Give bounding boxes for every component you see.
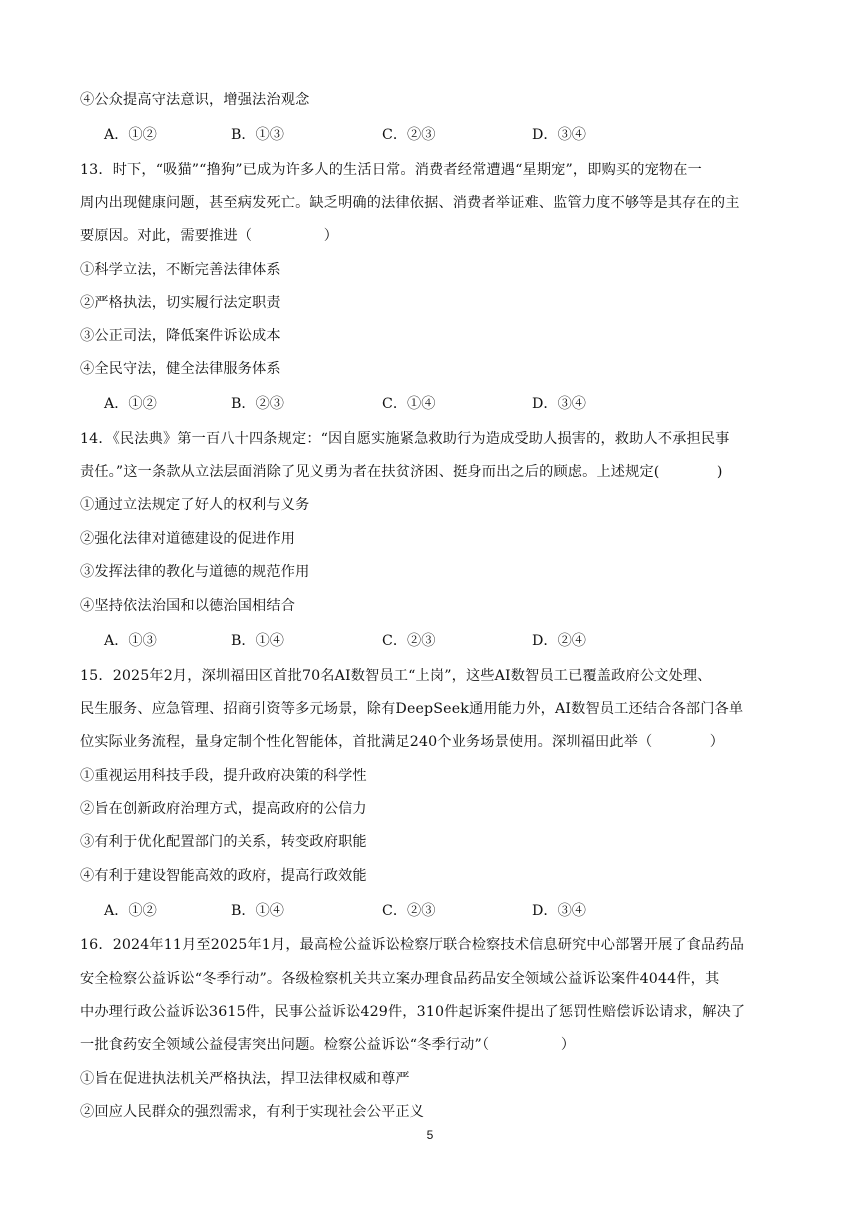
q16-item-1: ①旨在促进执法机关严格执法，捍卫法律权威和尊严 xyxy=(80,1071,410,1087)
q13-item-3: ③公正司法，降低案件诉讼成本 xyxy=(80,328,281,344)
q14-stem-line-2: 责任。”这一条款从立法层面消除了见义勇为者在扶贫济困、挺身而出之后的顾虑。上述规定( ) xyxy=(80,464,723,480)
q13-stem-line-3: 要原因。对此，需要推进（ ） xyxy=(80,228,339,244)
q15-item-4: ④有利于建设智能高效的政府，提高行政效能 xyxy=(80,868,367,884)
q14-option-b: B．①④ xyxy=(231,633,284,649)
q12-option-d: D．③④ xyxy=(532,127,586,143)
q12-option-c: C．②③ xyxy=(382,127,436,143)
q13-stem-line-2: 周内出现健康问题，甚至病发死亡。缺乏明确的法律依据、消费者举证难、监管力度不够等是其存在的主 xyxy=(80,195,740,211)
q14-stem-line-1: 14．《民法典》第一百八十四条规定：“因自愿实施紧急救助行为造成受助人损害的，救助人不承担民事 xyxy=(80,431,730,447)
q14-item-2: ②强化法律对道德建设的促进作用 xyxy=(80,531,296,547)
q13-item-4: ④全民守法，健全法律服务体系 xyxy=(80,361,281,377)
q15-option-a: A．①② xyxy=(104,903,157,919)
page-number: 5 xyxy=(426,1128,434,1142)
q12-option-a: A．①② xyxy=(104,127,157,143)
q15-stem-line-3: 位实际业务流程，量身定制个性化智能体，首批满足240个业务场景使用。深圳福田此举（ ） xyxy=(80,734,725,750)
q16-stem-line-2: 安全检察公益诉讼“冬季行动”。各级检察机关共立案办理食品药品安全领域公益诉讼案件4044件，其 xyxy=(80,971,720,987)
q14-option-a: A．①③ xyxy=(104,633,157,649)
q15-stem-line-2: 民生服务、应急管理、招商引资等多元场景，除有DeepSeek通用能力外，AI数智员工还结合各部门各单 xyxy=(80,701,744,717)
q14-option-d: D．②④ xyxy=(532,633,586,649)
q13-item-2: ②严格执法，切实履行法定职责 xyxy=(80,295,281,311)
q13-option-d: D．③④ xyxy=(532,396,586,412)
q16-stem-line-4: 一批食药安全领域公益侵害突出问题。检察公益诉讼“冬季行动”（ ） xyxy=(80,1037,576,1053)
q12-option-b: B．①③ xyxy=(231,127,284,143)
q13-option-b: B．②③ xyxy=(231,396,284,412)
q16-item-2: ②回应人民群众的强烈需求，有利于实现社会公平正义 xyxy=(80,1104,425,1120)
q16-stem-line-1: 16．2024年11月至2025年1月，最高检公益诉讼检察厅联合检察技术信息研究中心部署开展了食品药品 xyxy=(80,937,745,953)
q15-option-b: B．①④ xyxy=(231,903,284,919)
q13-option-a: A．①② xyxy=(104,396,157,412)
q13-option-c: C．①④ xyxy=(382,396,436,412)
q13-stem-line-1: 13．时下，“吸猫”“撸狗”已成为许多人的生活日常。消费者经常遭遇“星期宠”，即购买的宠物在一 xyxy=(80,162,702,178)
q13-item-1: ①科学立法，不断完善法律体系 xyxy=(80,262,281,278)
q14-item-1: ①通过立法规定了好人的权利与义务 xyxy=(80,497,310,513)
q15-item-1: ①重视运用科技手段，提升政府决策的科学性 xyxy=(80,768,367,784)
q14-option-c: C．②③ xyxy=(382,633,436,649)
q12-item-4: ④公众提高守法意识，增强法治观念 xyxy=(80,92,310,108)
q15-stem-line-1: 15．2025年2月，深圳福田区首批70名AI数智员工“上岗”，这些AI数智员工已覆盖政府公文处理、 xyxy=(80,668,712,684)
q15-option-d: D．③④ xyxy=(532,903,586,919)
q16-stem-line-3: 中办理行政公益诉讼3615件，民事公益诉讼429件，310件起诉案件提出了惩罚性赔偿诉讼请求，解决了 xyxy=(80,1004,746,1020)
q15-item-3: ③有利于优化配置部门的关系，转变政府职能 xyxy=(80,834,367,850)
q14-item-3: ③发挥法律的教化与道德的规范作用 xyxy=(80,564,310,580)
q15-item-2: ②旨在创新政府治理方式，提高政府的公信力 xyxy=(80,801,367,817)
q15-option-c: C．②③ xyxy=(382,903,436,919)
q14-item-4: ④坚持依法治国和以德治国相结合 xyxy=(80,598,296,614)
